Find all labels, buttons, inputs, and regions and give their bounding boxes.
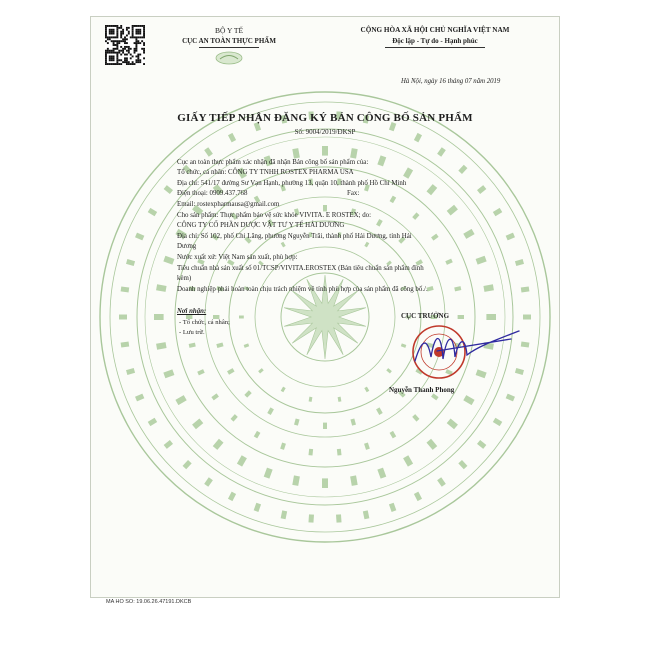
body-line: Dương [177, 243, 197, 250]
drum-motif [376, 407, 383, 415]
drum-motif [322, 478, 328, 488]
drum-motif [403, 455, 413, 466]
country-name: CỘNG HÒA XÃ HỘI CHỦ NGHĨA VIỆT NAM [360, 26, 510, 34]
drum-motif [294, 418, 300, 425]
drum-motif [308, 514, 314, 522]
drum-motif [437, 477, 446, 486]
drum-motif [477, 185, 486, 194]
body-line: kèm) [177, 275, 192, 282]
signatory-name: Nguyễn Thanh Phong [389, 386, 455, 394]
drum-motif [401, 343, 407, 347]
signatory-role: CỤC TRƯỞNG [401, 312, 450, 320]
drum-motif [119, 315, 127, 320]
drum-motif [192, 418, 203, 429]
drum-motif [156, 342, 166, 350]
bronze-drum-watermark [91, 17, 559, 597]
drum-motif [493, 418, 502, 426]
drum-motif [431, 393, 439, 400]
fax-label: Fax: [347, 190, 360, 197]
body-line: Địa chỉ: Số 102, phố Chi Lăng, phường Nguyễn Trãi, thành phố Hải Dương, tỉnh Hải [177, 233, 412, 240]
body-line: Cục an toàn thực phẩm xác nhận đã nhận Bản công bố sản phẩm của: [177, 159, 369, 166]
agency-logo-icon [214, 51, 244, 65]
drum-motif [154, 314, 164, 320]
drum-motif [175, 395, 186, 405]
drum-motif [338, 397, 342, 402]
drum-motif [126, 259, 135, 266]
drum-motif [239, 316, 244, 319]
drum-motif [377, 155, 386, 166]
drum-motif [244, 390, 251, 397]
drum-motif [364, 242, 369, 248]
drum-motif [412, 212, 419, 219]
drum-motif [164, 440, 173, 449]
drum-motif [135, 233, 144, 241]
drum-motif [264, 468, 273, 479]
drum-motif [135, 394, 144, 402]
drum-motif [515, 259, 524, 266]
drum-motif [376, 219, 383, 227]
drum-motif [148, 208, 157, 216]
drum-motif [364, 442, 370, 449]
body-line: Địa chỉ: 541/17 đường Sư Vạn Hạnh, phường 13, quận 10, thành phố Hồ Chí Minh [177, 180, 407, 187]
handwritten-signature [407, 317, 527, 379]
drum-motif [506, 394, 515, 402]
drum-motif [164, 185, 173, 194]
drum-motif [308, 449, 313, 456]
issuer-header [169, 26, 289, 70]
drum-motif [521, 286, 530, 292]
recipients-title: Nơi nhận: [177, 308, 207, 315]
drum-motif [254, 503, 261, 512]
drum-motif [403, 167, 413, 178]
body-line: Nước xuất xứ: Việt Nam sản xuất, phù hợp: [177, 254, 298, 261]
drum-motif [426, 184, 437, 195]
drum-motif [350, 475, 358, 485]
drum-motif [126, 368, 135, 375]
drum-motif [463, 395, 474, 405]
document-number: Số: 9004/2019/ĐKSP [294, 128, 356, 136]
recipient-item: - Tổ chức, cá nhân; [179, 319, 230, 326]
drum-motif [281, 510, 288, 519]
body-line: Tiêu chuẩn nhà sản xuất số 01/TCSP/VIVITA.EROSTEX (Bản tiêu chuẩn sản phẩm đính [177, 265, 424, 272]
drum-motif [156, 284, 166, 292]
dossier-code: MA HO SO: 19.06.26.47191.DKCB [106, 599, 192, 605]
drum-motif [431, 234, 439, 241]
drum-motif [280, 442, 286, 449]
state-header [317, 26, 553, 48]
drum-motif [350, 148, 358, 158]
body-line: Tổ chức, cá nhân: CÔNG TY TNHH ROSTEX PHARMA USA [177, 169, 354, 176]
drum-motif [414, 492, 422, 501]
drum-motif [337, 449, 342, 456]
drum-motif [228, 492, 236, 501]
drum-motif [493, 208, 502, 216]
drum-motif [189, 343, 196, 348]
drum-motif [389, 503, 396, 512]
drum-motif [204, 477, 213, 486]
issue-date: Hà Nội, ngày 16 tháng 07 năm 2019 [401, 78, 501, 85]
body-line: CÔNG TY CỔ PHẦN DƯỢC VẬT TƯ Y TẾ HẢI DƯƠNG [177, 222, 345, 229]
drum-motif [377, 468, 386, 479]
drum-motif [437, 147, 446, 156]
drum-motif [183, 460, 192, 469]
drum-motif [292, 475, 300, 485]
drum-motif [364, 387, 369, 393]
drum-motif [281, 387, 286, 393]
drum-motif [309, 397, 313, 402]
drum-motif [336, 514, 342, 522]
drum-motif [148, 418, 157, 426]
drum-motif [197, 369, 204, 375]
agency-name: CỤC AN TOÀN THỰC PHẨM [182, 37, 276, 45]
drum-motif [254, 431, 261, 439]
drum-motif [204, 147, 213, 156]
drum-motif [483, 284, 493, 292]
drum-motif [323, 205, 327, 211]
drum-motif [447, 205, 458, 216]
drum-motif [412, 414, 419, 421]
drum-motif [121, 342, 130, 348]
drum-motif [163, 256, 174, 265]
drum-motif [227, 368, 235, 375]
drum-motif [213, 439, 224, 450]
drum-motif [386, 368, 392, 373]
drum-motif [447, 418, 458, 429]
drum-motif [506, 233, 515, 241]
divider [385, 47, 485, 48]
drum-motif [476, 256, 487, 265]
body-line: Điện thoại: 0909.437.768 [177, 190, 248, 197]
drum-motif [445, 259, 452, 265]
drum-motif [426, 439, 437, 450]
drum-motif [323, 423, 327, 429]
recipient-item: - Lưu trữ. [179, 329, 205, 336]
drum-motif [390, 431, 397, 439]
drum-motif [267, 407, 274, 415]
divider [199, 47, 259, 48]
drum-motif [163, 369, 174, 378]
drum-motif [363, 510, 370, 519]
drum-motif [292, 148, 300, 158]
drum-motif [477, 440, 486, 449]
body-line: Email: rostexpharmausa@gmail.com [177, 201, 280, 208]
qr-code [105, 25, 145, 65]
certificate-document [90, 16, 560, 598]
body-line: Cho sản phẩm: Thực phẩm bảo vệ sức khỏe VIVITA. E ROSTEX; do: [177, 212, 372, 219]
drum-motif [216, 342, 223, 348]
document-title: GIẤY TIẾP NHẬN ĐĂNG KÝ BẢN CÔNG BỐ SẢN PHẨM [177, 112, 473, 124]
drum-motif [244, 343, 250, 347]
drum-motif [281, 242, 286, 248]
body-line: Doanh nghiệp phải hoàn toàn chịu trách nhiệm về tính phù hợp của sản phẩm đã công bố./. [177, 286, 428, 293]
drum-motif [458, 165, 467, 174]
drum-motif [121, 286, 130, 292]
drum-motif [211, 393, 219, 400]
drum-motif [322, 146, 328, 156]
drum-motif [258, 368, 264, 373]
drum-motif [454, 286, 461, 291]
national-motto: Độc lập - Tự do - Hạnh phúc [392, 37, 478, 45]
drum-motif [458, 460, 467, 469]
drum-motif [463, 229, 474, 239]
drum-motif [231, 414, 238, 421]
ministry-name: BỘ Y TẾ [214, 26, 244, 35]
drum-motif [390, 196, 397, 204]
drum-motif [237, 455, 247, 466]
drum-motif [350, 418, 356, 425]
